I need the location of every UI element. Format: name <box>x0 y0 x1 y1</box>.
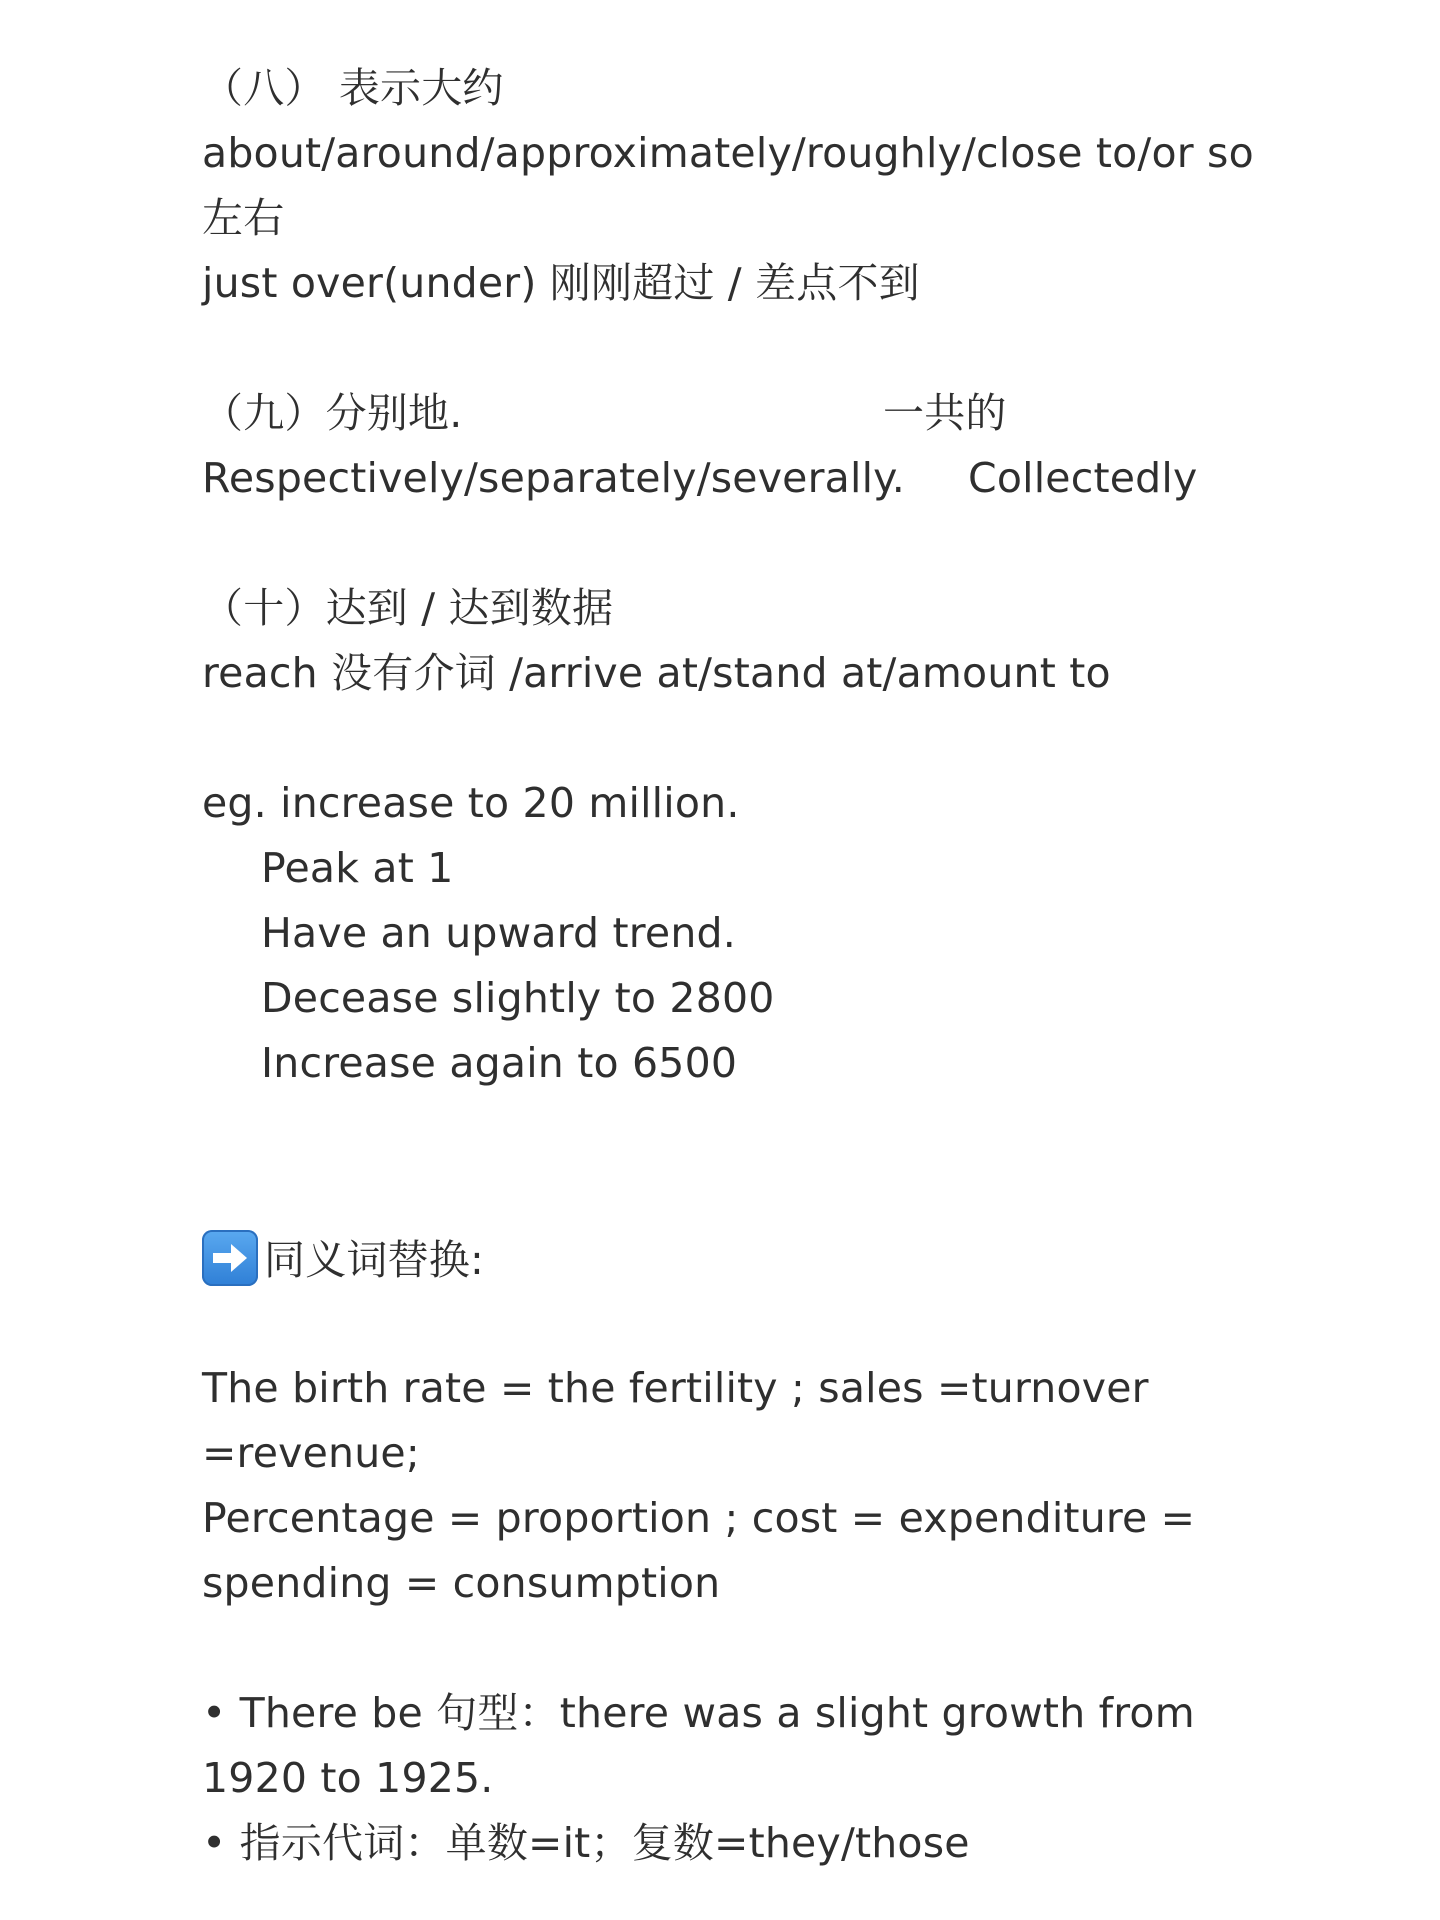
section-heading-collectively: 一共的 <box>883 389 1007 437</box>
approx-just-over: just over(under) 刚刚超过 / 差点不到 <box>202 259 920 307</box>
synonym-line: Percentage = proportion ; cost = expenditure = <box>202 1494 1196 1542</box>
right-arrow-icon <box>202 1230 258 1286</box>
note-line: • 指示代词：单数=it；复数=they/those <box>202 1819 970 1867</box>
example-lead: eg. increase to 20 million. <box>202 779 740 827</box>
collectedly-word: Collectedly <box>968 454 1198 502</box>
section-heading-reach: （十）达到 / 达到数据 <box>202 584 614 632</box>
synonym-line: The birth rate = the fertility ; sales =turnover <box>202 1364 1149 1412</box>
example-item: Increase again to 6500 <box>261 1039 738 1087</box>
example-item: Have an upward trend. <box>261 909 736 957</box>
respectively-words: Respectively/separately/severally. <box>202 454 906 502</box>
approx-words: about/around/approximately/roughly/close to/or so <box>202 129 1254 177</box>
section-heading-respectively: （九）分别地. <box>202 389 463 437</box>
reach-words: reach 没有介词 /arrive at/stand at/amount to <box>202 649 1111 697</box>
synonyms-heading: 同义词替换: <box>264 1236 485 1284</box>
note-line: • There be 句型：there was a slight growth from <box>202 1689 1195 1737</box>
note-line: 1920 to 1925. <box>202 1754 494 1802</box>
example-item: Decease slightly to 2800 <box>261 974 775 1022</box>
synonym-line: =revenue; <box>202 1429 420 1477</box>
synonym-line: spending = consumption <box>202 1559 721 1607</box>
example-item: Peak at 1 <box>261 844 454 892</box>
approx-suffix: 左右 <box>202 194 285 242</box>
section-heading-approx: （八） 表示大约 <box>202 64 504 112</box>
synonyms-heading-row <box>202 1230 484 1288</box>
